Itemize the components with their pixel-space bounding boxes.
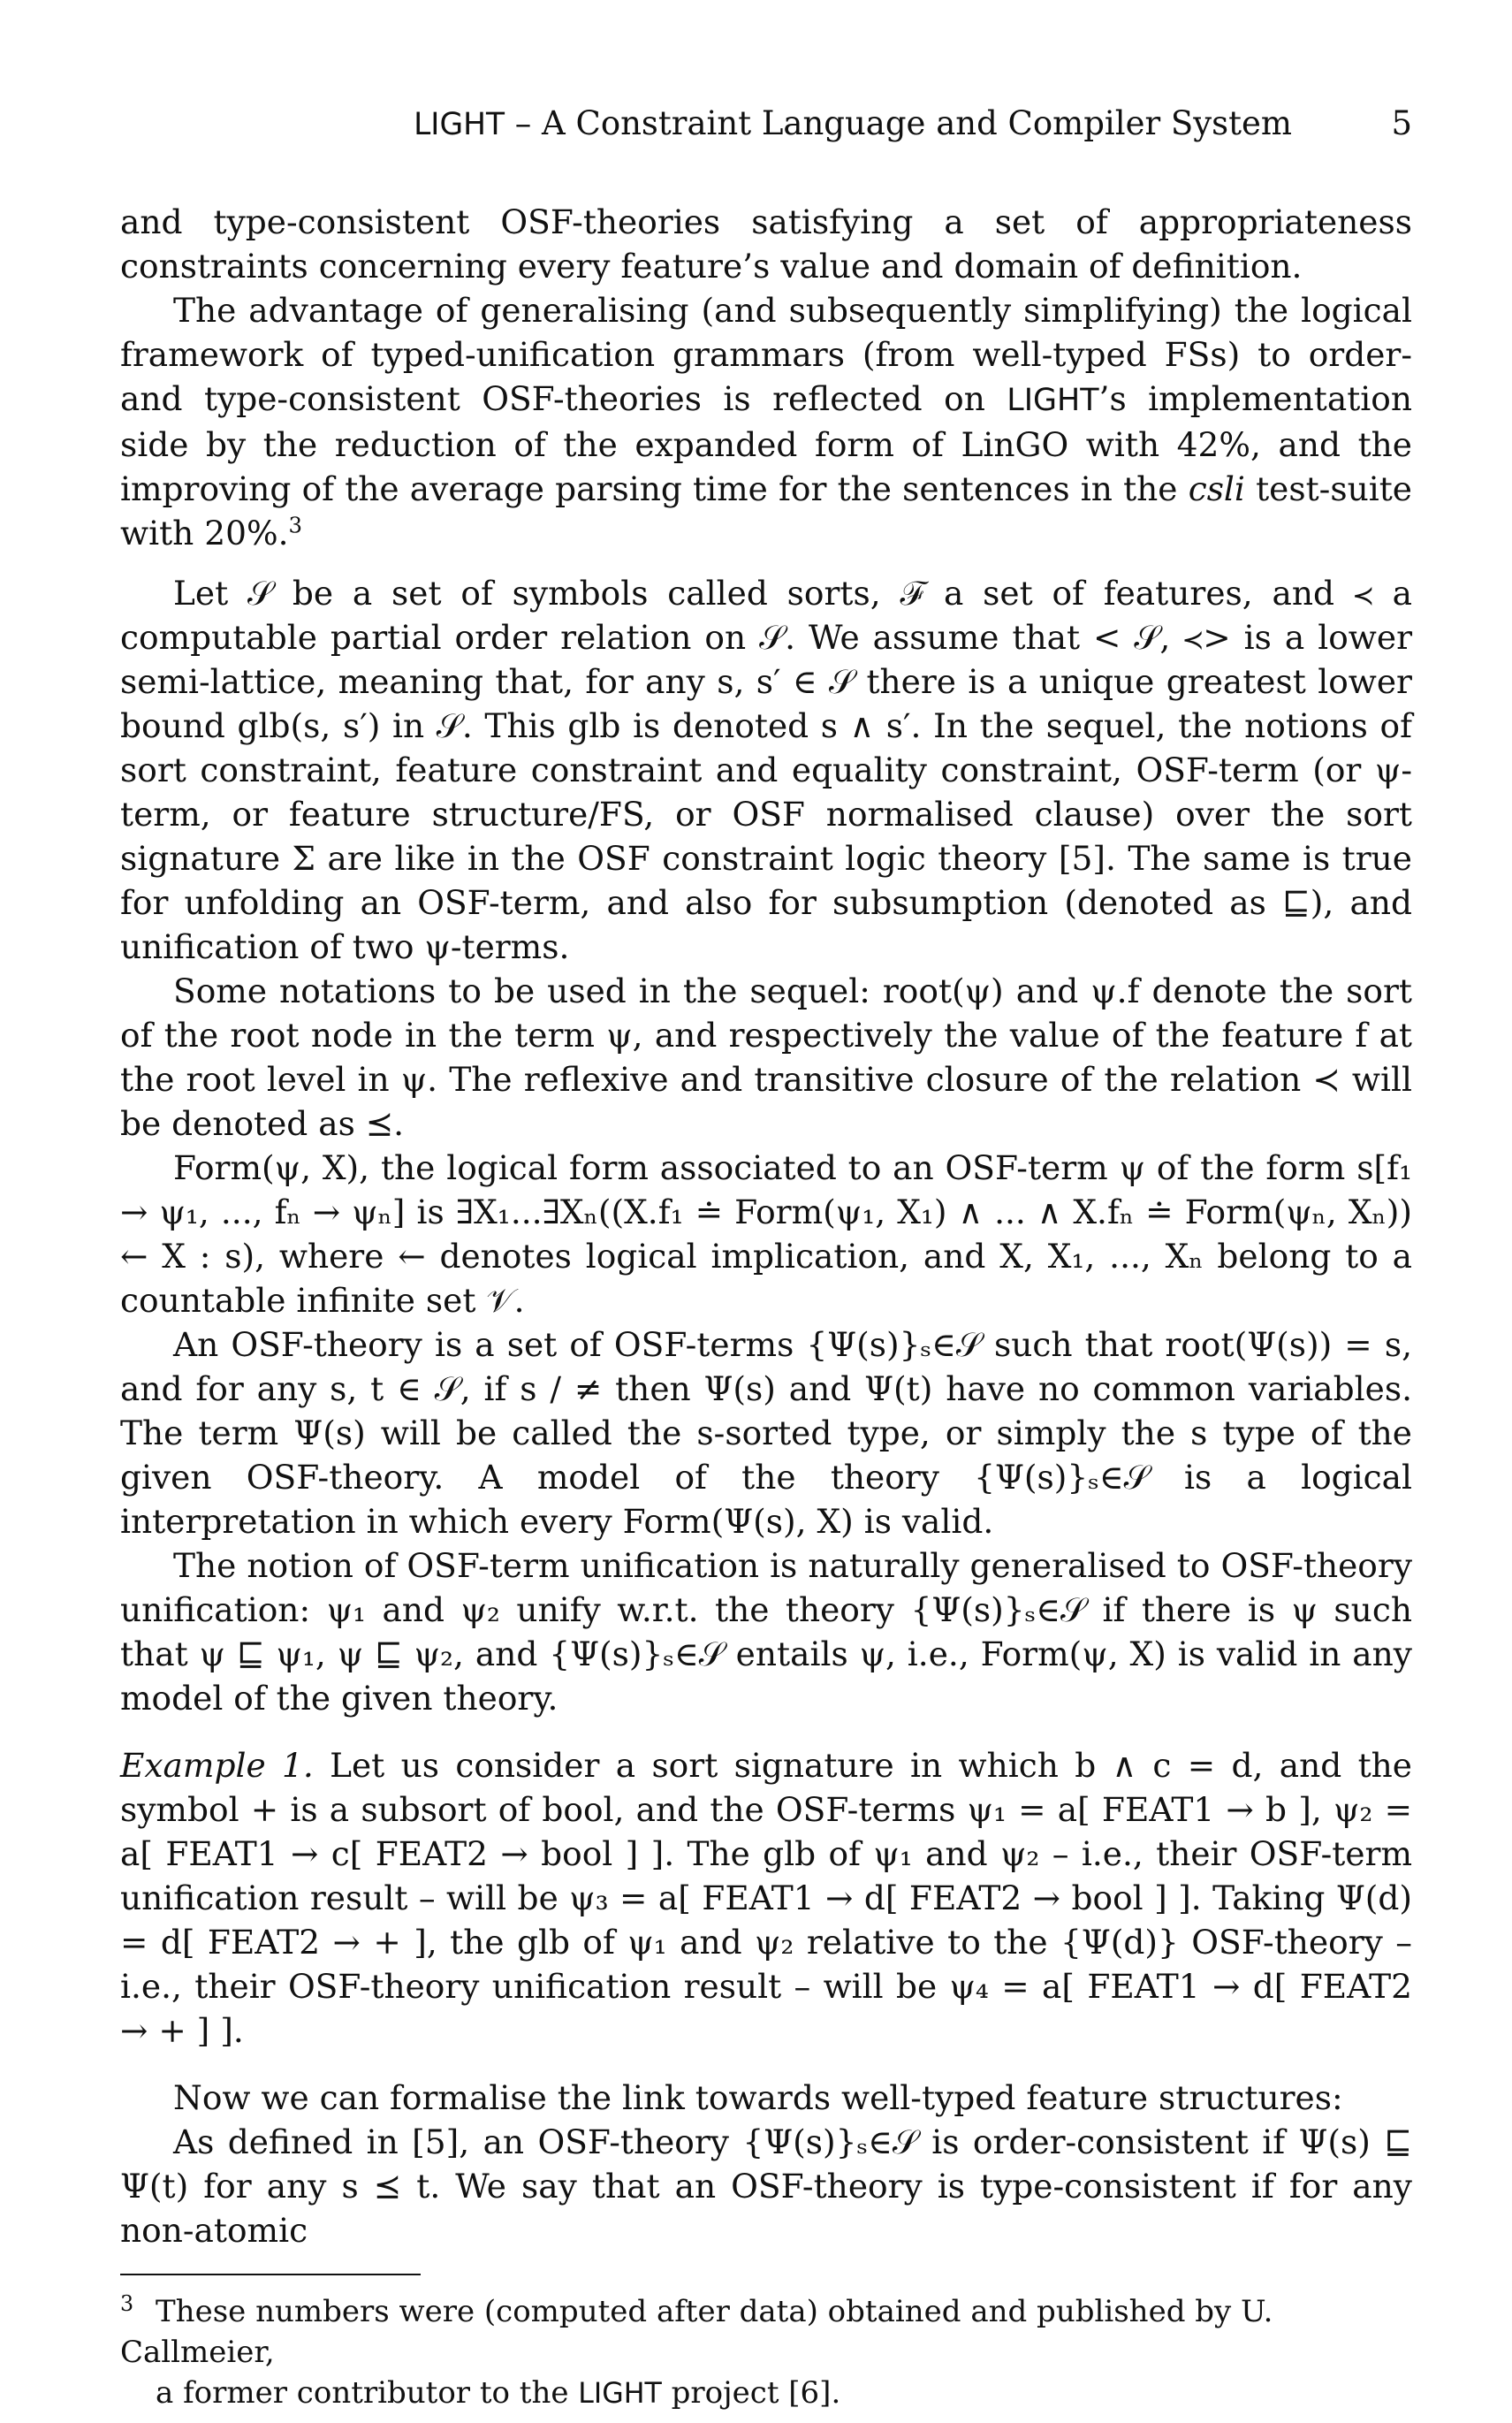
paragraph-formalise: Now we can formalise the link towards well-typed feature structures: — [173, 2078, 1343, 2117]
paragraph-2-part-b: ’s implementation side by the reduction of the expanded form of LinGO with 42%, and the improving of the average parsing time for the sentences in the — [120, 379, 1412, 508]
example-label: Example 1. — [120, 1746, 314, 1785]
system-name: LIGHT — [1007, 383, 1099, 418]
running-title-rest: – A Constraint Language and Compiler System — [505, 104, 1292, 142]
footnote-3 — [120, 2291, 1412, 2414]
footnote-reference: 3 — [288, 512, 303, 538]
paragraph-1: and type-consistent OSF-theories satisfying a set of appropriateness constraints concerning every feature’s value and domain of definition. — [120, 202, 1412, 286]
csli-testsuite-name: csli — [1188, 469, 1245, 508]
system-name: LIGHT — [578, 2378, 662, 2410]
running-header — [120, 104, 1412, 149]
paragraph-2-part-a: The advantage of generalising (and subsequently simplifying) the logical framework of typed-unification grammars (from well-typed FSs) to order- and type-consistent OSF-theories is reflected on — [120, 291, 1412, 418]
paragraph-2 — [120, 288, 1412, 555]
paragraph-osf-theory: An OSF-theory is a set of OSF-terms {Ψ(s)}ₛ∈𝒮 such that root(Ψ(s)) = s, and for any s, t ∈ 𝒮, if s / ≠ then Ψ(s) and Ψ(t) have no common variables. The term Ψ(s) will be called the s-sorted type, or simply the s type of the given OSF-theory. A model of the theory {Ψ(s)}ₛ∈𝒮 is a logical interpretation in which every Form(Ψ(s), X) is valid. — [120, 1325, 1412, 1541]
footnote-divider — [120, 2274, 421, 2275]
paragraph-unification: The notion of OSF-term unification is naturally generalised to OSF-theory unification: ψ₁ and ψ₂ unify w.r.t. the theory {Ψ(s)}ₛ∈𝒮 if there is ψ such that ψ ⊑ ψ₁, ψ ⊑ ψ₂, and {Ψ(s)}ₛ∈𝒮 entails ψ, i.e., Form(ψ, X) is valid in any model of the given theory. — [120, 1546, 1412, 1718]
paragraph-consistency: As defined in [5], an OSF-theory {Ψ(s)}ₛ∈𝒮 is order-consistent if Ψ(s) ⊑ Ψ(t) for any s ⪯ t. We say that an OSF-theory is type-consistent if for any non-atomic — [120, 2122, 1412, 2250]
running-title — [414, 104, 1292, 142]
paragraph-sorts: Let 𝒮 be a set of symbols called sorts, ℱ a set of features, and ≺ a computable partial order relation on 𝒮. We assume that < 𝒮, ≺> is a lower semi-lattice, meaning that, for any s, s′ ∈ 𝒮 there is a unique greatest lower bound glb(s, s′) in 𝒮. This glb is denoted s ∧ s′. In the sequel, the notions of sort constraint, feature constraint and equality constraint, OSF-term (or ψ-term, or feature structure/FS, or OSF normalised clause) over the sort signature Σ are like in the OSF constraint logic theory [5]. The same is true for unfolding an OSF-term, and also for subsumption (denoted as ⊑), and unification of two ψ-terms. — [120, 574, 1412, 966]
system-name: LIGHT — [414, 107, 505, 142]
example-text: Let us consider a sort signature in which b ∧ c = d, and the symbol + is a subsort of bool, and the OSF-terms ψ₁ = a[ FEAT1 → b ], ψ₂ = a[ FEAT1 → c[ FEAT2 → bool ] ]. The glb of ψ₁ and ψ₂ – i.e., their OSF-term unification result – will be ψ₃ = a[ FEAT1 → d[ FEAT2 → bool ] ]. Taking Ψ(d) = d[ FEAT2 → + ], the glb of ψ₁ and ψ₂ relative to the {Ψ(d)} OSF-theory – i.e., their OSF-theory unification result – will be ψ₄ = a[ FEAT1 → d[ FEAT2 → + ] ]. — [120, 1746, 1412, 2050]
page-number: 5 — [1391, 104, 1412, 142]
footnote-line-2 — [120, 2373, 1412, 2414]
footnote-line-1: 3 These numbers were (computed after data) obtained and published by U. Callmeier, — [120, 2290, 1273, 2370]
example-1 — [120, 1743, 1412, 2053]
paragraph-notations: Some notations to be used in the sequel: root(ψ) and ψ.f denote the sort of the root node in the term ψ, and respectively the value of the feature f at the root level in ψ. The reflexive and transitive closure of the relation ≺ will be denoted as ⪯. — [120, 971, 1412, 1143]
paragraph-2-part-c: test-suite with 20%. — [120, 469, 1412, 552]
footnote-text-1: These numbers were (computed after data) obtained and published by U. Callmeier, — [120, 2294, 1273, 2370]
paragraph-logical-form: Form(ψ, X), the logical form associated to an OSF-term ψ of the form s[f₁ → ψ₁, ..., fₙ → ψₙ] is ∃X₁...∃Xₙ((X.f₁ ≐ Form(ψ₁, X₁) ∧ ... ∧ X.fₙ ≐ Form(ψₙ, Xₙ)) ← X : s), where ← denotes logical implication, and X, X₁, ..., Xₙ belong to a countable infinite set 𝒱. — [120, 1148, 1412, 1320]
footnote-text-2b: project [6]. — [661, 2375, 841, 2411]
main-text — [120, 200, 1412, 2252]
footnote-text-2a: a former contributor to the — [156, 2375, 579, 2411]
